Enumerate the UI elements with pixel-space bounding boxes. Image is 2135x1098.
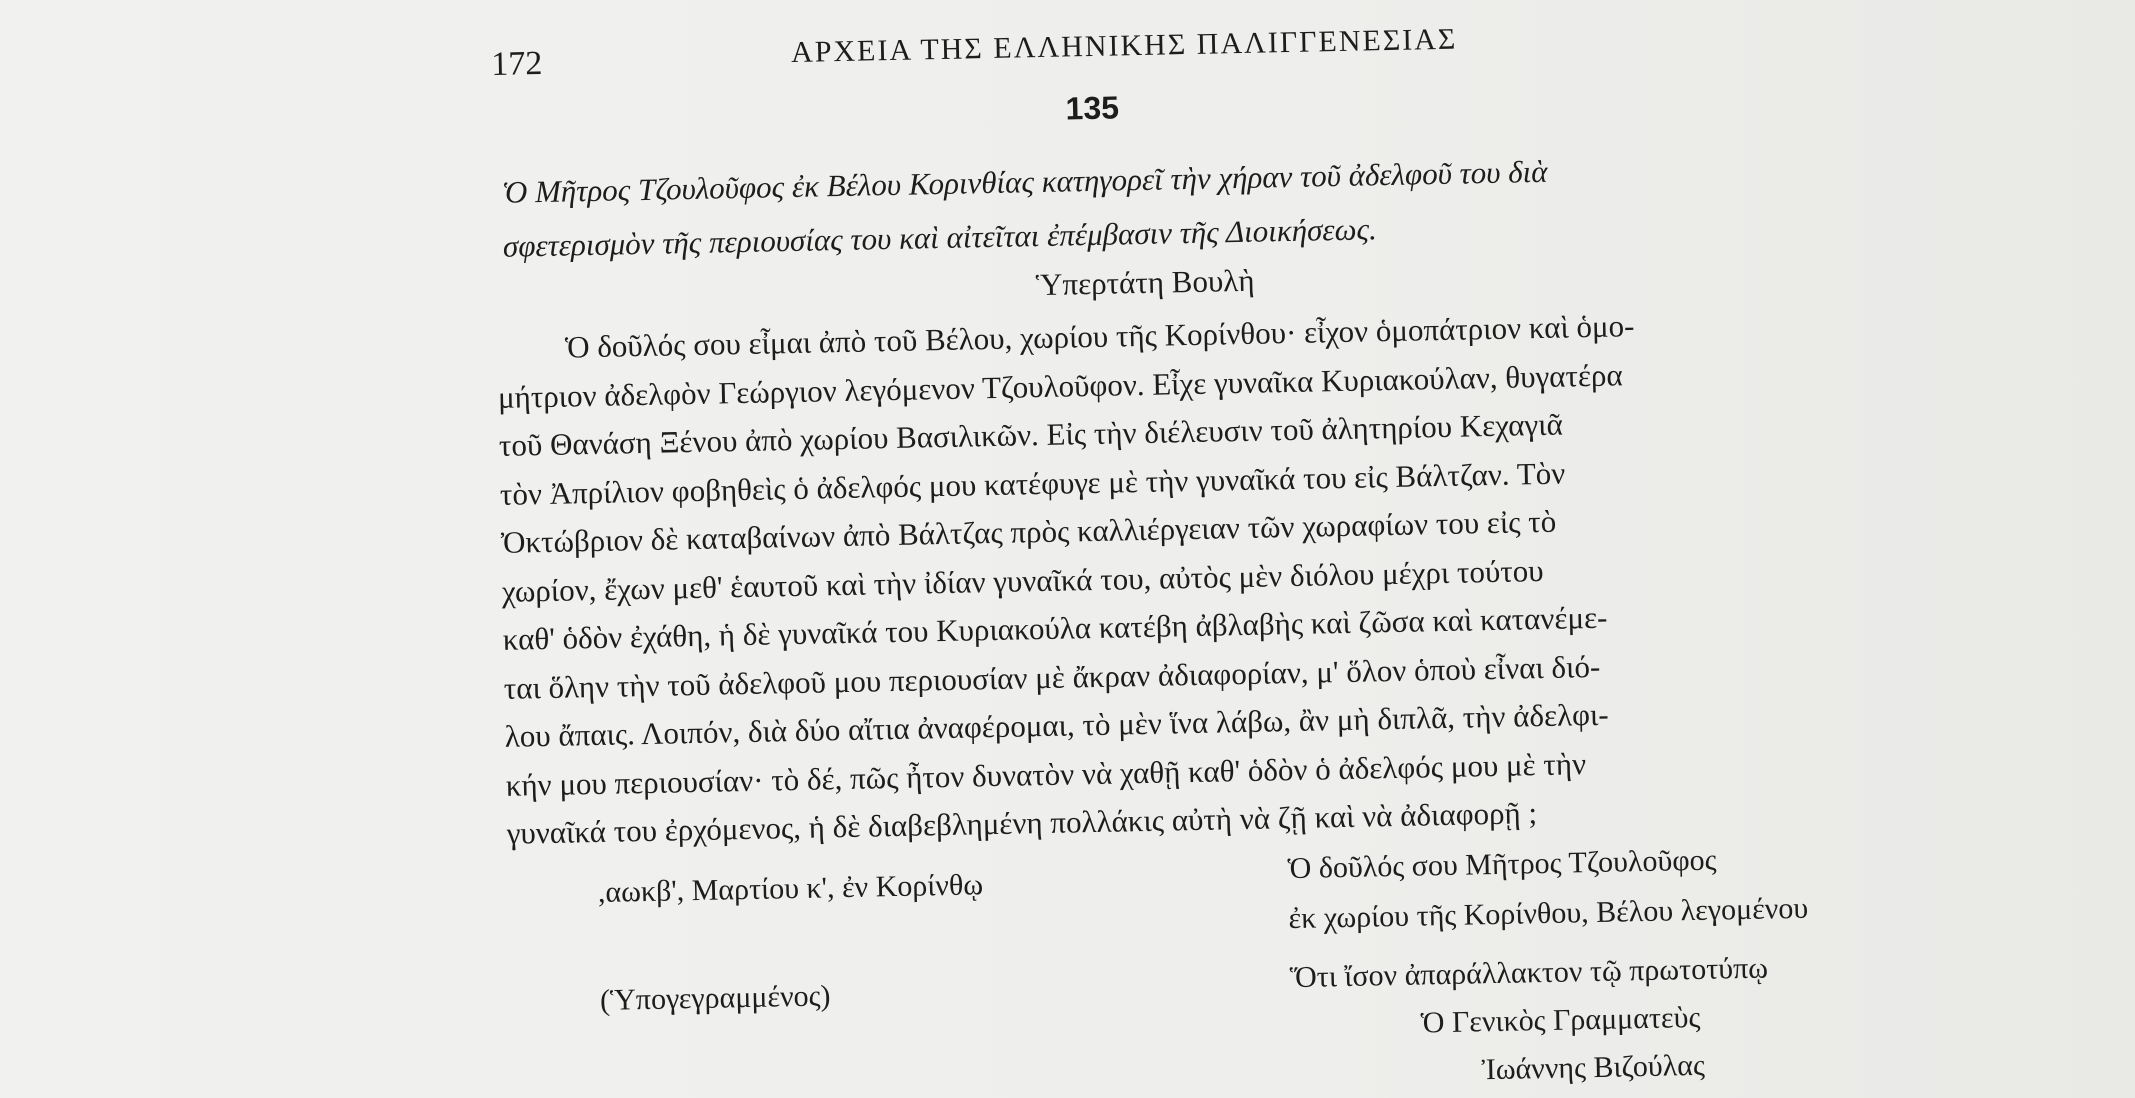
document-summary bbox=[501, 138, 1883, 274]
salutation: Ὑπερτάτη Βουλὴ bbox=[1035, 262, 1255, 303]
body-line: ται ὅλην τὴν τοῦ ἀδελφοῦ μου περιουσίαν μὲ ἄκραν ἀδιαφορίαν, μ' ὅλον ὁποὺ εἶναι διό- bbox=[503, 648, 1601, 706]
signature-block bbox=[1287, 832, 1909, 944]
page-number: 172 bbox=[490, 44, 543, 83]
summary-line: Ὁ Μῆτρος Τζουλοῦφος ἐκ Βέλου Κορινθίας κατηγορεῖ τὴν χήραν τοῦ ἀδελφοῦ του διὰ bbox=[501, 153, 1548, 210]
body-line: καθ' ὁδὸν ἐχάθη, ἡ δὲ γυναῖκά του Κυριακούλα κατέβη ἀβλαβὴς καὶ ζῶσα καὶ κατανέμε- bbox=[502, 599, 1608, 657]
date-place: ,αωκβ', Μαρτίου κ', ἐν Κορίνθῳ bbox=[597, 868, 984, 910]
body-line: κήν μου περιουσίαν· τὸ δέ, πῶς ἦτον δυνατὸν νὰ χαθῇ καθ' ὁδὸν ὁ ἀδελφός μου μὲ τὴν bbox=[505, 745, 1587, 803]
body-line: χωρίον, ἔχων μεθ' ἑαυτοῦ καὶ τὴν ἰδίαν γυναῖκά του, αὐτὸς μὲν διόλου μέχρι τούτου bbox=[501, 552, 1544, 609]
body-line: τὸν Ἀπρίλιον φοβηθεὶς ὁ ἀδελφός μου κατέφυγε μὲ τὴν γυναῖκά του εἰς Βάλτζαν. Τὸν bbox=[499, 455, 1566, 512]
signed-note: (Ὑπογεγραμμένος) bbox=[599, 979, 831, 1017]
body-line: τοῦ Θανάση Ξένου ἀπὸ χωρίου Βασιλικῶν. Εἰς τὴν διέλευσιν τοῦ ἀλητηρίου Κεχαγιᾶ bbox=[498, 406, 1564, 463]
body-line: μήτριον ἀδελφὸν Γεώργιον λεγόμενον Τζουλοῦφον. Εἶχε γυναῖκα Κυριακούλαν, θυγατέρα bbox=[497, 356, 1623, 415]
summary-line: σφετερισμὸν τῆς περιουσίας του καὶ αἰτεῖται ἐπέμβασιν τῆς Διοικήσεως. bbox=[502, 211, 1378, 264]
certification-line: Ἰωάννης Βιζούλας bbox=[1481, 1048, 1706, 1087]
body-line: γυναῖκά του ἐρχόμενος, ἡ δὲ διαβεβλημένη πολλάκις αὐτὴ νὰ ζῇ καὶ νὰ ἀδιαφορῇ ; bbox=[506, 795, 1538, 851]
certification-line: Ὅτι ἴσον ἀπαράλλακτον τῷ πρωτοτύπῳ bbox=[1289, 951, 1769, 995]
certification-block bbox=[1289, 942, 1912, 1098]
body-line: Ὀκτώβριον δὲ καταβαίνων ἀπὸ Βάλτζας πρὸς καλλιέργειαν τῶν χωραφίων του εἰς τὸ bbox=[500, 503, 1557, 560]
petition-body bbox=[497, 297, 1897, 858]
signature-line: ἐκ χωρίου τῆς Κορίνθου, Βέλου λεγομένου bbox=[1288, 891, 1809, 936]
certification-line: Ὁ Γενικὸς Γραμματεὺς bbox=[1420, 1000, 1701, 1040]
running-title: ΑΡΧΕΙΑ ΤΗΣ ΕΛΛΗΝΙΚΗΣ ΠΑΛΙΓΓΕΝΕΣΙΑΣ bbox=[790, 22, 1458, 69]
body-line: Ὁ δοῦλός σου εἶμαι ἀπὸ τοῦ Βέλου, χωρίου τῆς Κορίνθου· εἶχον ὁμοπάτριον καὶ ὁμο- bbox=[564, 308, 1635, 365]
signature-line: Ὁ δοῦλός σου Μῆτρος Τζουλοῦφος bbox=[1287, 843, 1717, 886]
body-line: λου ἄπαις. Λοιπόν, διὰ δύο αἴτια ἀναφέρομαι, τὸ μὲν ἵνα λάβω, ἂν μὴ διπλᾶ, τὴν ἀδελφι- bbox=[504, 696, 1609, 754]
document-page bbox=[490, 0, 1912, 1098]
document-number: 135 bbox=[1065, 89, 1120, 127]
